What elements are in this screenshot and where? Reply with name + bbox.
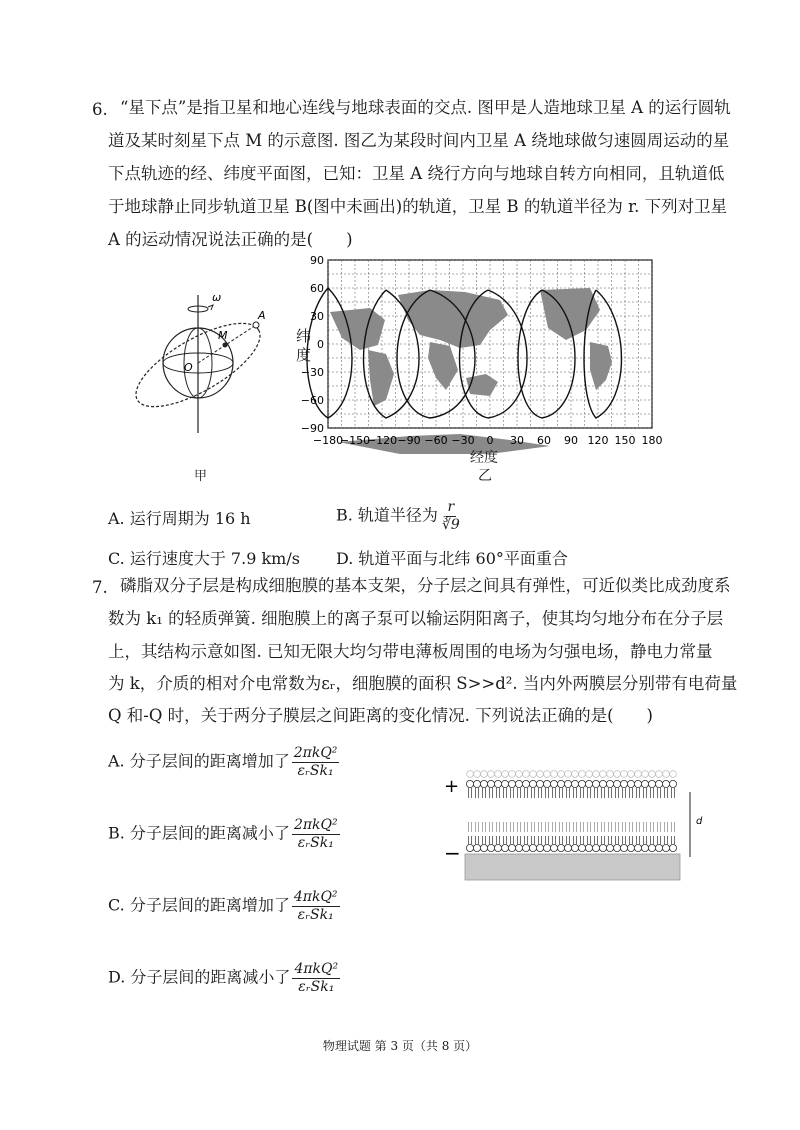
lipid-head xyxy=(627,780,634,787)
lipid-head xyxy=(557,844,564,851)
x-tick-label: 60 xyxy=(537,434,551,447)
lipid-tail xyxy=(483,822,486,832)
lipid-head xyxy=(494,780,501,787)
lipid-tail xyxy=(525,836,528,844)
lipid-tail xyxy=(574,836,577,844)
fig-yi-ylabel-1: 纬 xyxy=(296,327,312,345)
fig-jia-caption: 甲 xyxy=(194,469,208,484)
q7-option-c[interactable] xyxy=(108,890,340,922)
q6-option-c[interactable]: C. 运行速度大于 7.9 km/s xyxy=(108,549,300,568)
lipid-head xyxy=(501,844,508,851)
lipid-head xyxy=(508,780,515,787)
q7-option-c-label: C. 分子层间的距离增加了 xyxy=(108,895,290,915)
lipid-head xyxy=(565,771,572,778)
lipid-head xyxy=(599,844,606,851)
lipid-tail xyxy=(658,788,661,798)
lipid-head xyxy=(557,780,564,787)
lipid-head xyxy=(649,771,656,778)
membrane-figure xyxy=(440,762,703,887)
lipid-tail xyxy=(497,836,500,844)
lipid-tail xyxy=(588,836,591,844)
x-tick-label: 120 xyxy=(587,434,609,447)
lipid-tail xyxy=(623,822,626,832)
lipid-head xyxy=(648,844,655,851)
lipid-head xyxy=(495,771,502,778)
lipid-head xyxy=(516,771,523,778)
lipid-tail xyxy=(560,822,563,832)
lipid-head xyxy=(607,771,614,778)
y-tick-label: 60 xyxy=(310,282,324,295)
lipid-head xyxy=(621,771,628,778)
lipid-tail xyxy=(672,822,675,832)
lipid-head xyxy=(627,844,634,851)
q7-option-b-label: B. 分子层间的距离减小了 xyxy=(108,823,290,843)
lipid-head xyxy=(670,771,677,778)
lipid-tail xyxy=(651,788,654,798)
lipid-head xyxy=(579,771,586,778)
lipid-head xyxy=(599,780,606,787)
lipid-head xyxy=(571,780,578,787)
y-tick-label: −30 xyxy=(300,366,324,379)
q7-option-d-frac: $\frac{\text{4πkQ²}}{\text{εᵣSk₁}}$ xyxy=(294,961,339,995)
q7-line-1: 磷脂双分子层是构成细胞膜的基本支架，分子层之间具有弹性，可近似类比成劲度系 xyxy=(120,576,731,595)
lipid-head xyxy=(614,771,621,778)
q7-option-a-label: A. 分子层间的距离增加了 xyxy=(108,751,290,771)
q7-option-b[interactable] xyxy=(108,818,340,850)
lipid-tail xyxy=(504,822,507,832)
lipid-tail xyxy=(630,836,633,844)
fig-yi-xlabel: 经度 xyxy=(470,450,498,466)
lipid-tail xyxy=(637,822,640,832)
lipid-head xyxy=(634,844,641,851)
lipid-tail xyxy=(581,788,584,798)
lipid-tail xyxy=(539,836,542,844)
q7-option-a-frac: $\frac{\text{2πkQ²}}{\text{εᵣSk₁}}$ xyxy=(293,745,338,779)
label-O: O xyxy=(184,361,193,374)
lipid-tail xyxy=(623,788,626,798)
lipid-tail xyxy=(469,822,472,832)
lipid-tail xyxy=(595,788,598,798)
lipid-head xyxy=(571,844,578,851)
lipid-head xyxy=(635,771,642,778)
label-M: M xyxy=(218,329,228,342)
lipid-tail xyxy=(546,822,549,832)
lipid-head xyxy=(551,771,558,778)
lipid-head xyxy=(466,844,473,851)
lipid-tail xyxy=(539,788,542,798)
lipid-tail xyxy=(567,836,570,844)
plus-sign: + xyxy=(444,776,460,797)
lipid-head xyxy=(669,844,676,851)
lipid-head xyxy=(543,844,550,851)
lipid-head xyxy=(501,780,508,787)
lipid-tail xyxy=(539,822,542,832)
lipid-tail xyxy=(588,822,591,832)
lipid-tail xyxy=(581,836,584,844)
q7-option-d[interactable] xyxy=(108,962,340,994)
lipid-tail xyxy=(553,788,556,798)
lipid-head xyxy=(585,780,592,787)
lipid-tail xyxy=(497,788,500,798)
lipid-tail xyxy=(532,788,535,798)
lipid-tail xyxy=(532,822,535,832)
lipid-tail xyxy=(560,836,563,844)
q6-option-b-label: B. 轨道半径为 xyxy=(336,505,438,525)
q7-number: 7. xyxy=(92,578,108,597)
fig-yi-ylabel-2: 度 xyxy=(296,346,312,364)
q6-line-4: 于地球静止同步轨道卫星 B(图中未画出)的轨道，卫星 B 的轨道半径为 r. 下列对卫星 xyxy=(108,197,728,216)
lipid-head xyxy=(473,844,480,851)
lipid-head xyxy=(523,771,530,778)
lipid-tail xyxy=(658,822,661,832)
lipid-head xyxy=(480,780,487,787)
lipid-tail xyxy=(602,788,605,798)
omega-label: ω xyxy=(212,291,222,304)
q7-line-5: Q 和-Q 时，关于两分子膜层之间距离的变化情况. 下列说法正确的是( ) xyxy=(108,706,653,725)
lipid-head xyxy=(669,780,676,787)
lipid-head xyxy=(613,780,620,787)
x-tick-label: −120 xyxy=(366,434,398,447)
q6-line-5: A 的运动情况说法正确的是( ) xyxy=(108,230,353,249)
y-tick-label: −90 xyxy=(300,422,324,435)
y-tick-label: 0 xyxy=(317,338,324,351)
lipid-tail xyxy=(504,788,507,798)
lipid-tail xyxy=(490,822,493,832)
lipid-tail xyxy=(504,836,507,844)
fig-yi-caption: 乙 xyxy=(478,468,492,484)
lipid-head xyxy=(572,771,579,778)
q7-option-c-frac: $\frac{\text{4πkQ²}}{\text{εᵣSk₁}}$ xyxy=(293,889,338,923)
lipid-tail xyxy=(651,822,654,832)
lipid-tail xyxy=(525,822,528,832)
lipid-tail xyxy=(665,822,668,832)
q7-line-3: 上，其结构示意如图. 已知无限大均匀带电薄板周围的电场为匀强电场，静电力常量 xyxy=(108,642,713,661)
lipid-tail xyxy=(665,836,668,844)
q6-line-1: “星下点”是指卫星和地心连线与地球表面的交点. 图甲是人造地球卫星 A 的运行圆轨 xyxy=(120,98,731,117)
lipid-tail xyxy=(658,836,661,844)
lipid-tail xyxy=(609,788,612,798)
lipid-tail xyxy=(518,822,521,832)
lipid-tail xyxy=(553,836,556,844)
lipid-tail xyxy=(511,822,514,832)
lipid-head xyxy=(620,780,627,787)
y-tick-label: 90 xyxy=(310,254,324,267)
lipid-head xyxy=(578,844,585,851)
lipid-tail xyxy=(546,836,549,844)
x-tick-label: 150 xyxy=(614,434,636,447)
lipid-tail xyxy=(567,788,570,798)
lipid-head xyxy=(656,771,663,778)
x-tick-label: −90 xyxy=(397,434,421,447)
q7-option-d-label: D. 分子层间的距离减小了 xyxy=(108,967,291,987)
page-footer: 物理试题 第 3 页（共 8 页） xyxy=(322,1039,478,1053)
lipid-tail xyxy=(616,836,619,844)
lipid-tail xyxy=(595,836,598,844)
x-tick-label: 0 xyxy=(486,434,494,447)
lipid-tail xyxy=(546,788,549,798)
lipid-tail xyxy=(525,788,528,798)
lipid-head xyxy=(578,780,585,787)
lipid-tail xyxy=(469,788,472,798)
lipid-head xyxy=(530,771,537,778)
lipid-head xyxy=(558,771,565,778)
lipid-tail xyxy=(588,788,591,798)
lipid-tail xyxy=(469,836,472,844)
lipid-tail xyxy=(665,788,668,798)
lipid-tail xyxy=(637,788,640,798)
lipid-tail xyxy=(616,822,619,832)
lipid-head xyxy=(522,780,529,787)
lipid-head xyxy=(564,844,571,851)
lipid-tail xyxy=(602,836,605,844)
lipid-head xyxy=(648,780,655,787)
lipid-tail xyxy=(616,788,619,798)
lipid-tail xyxy=(518,836,521,844)
lipid-tail xyxy=(630,788,633,798)
lipid-head xyxy=(487,844,494,851)
lipid-head xyxy=(529,844,536,851)
x-tick-label: 90 xyxy=(564,434,578,447)
fig-yi-map xyxy=(290,250,670,475)
lipid-head xyxy=(641,780,648,787)
lipid-tail xyxy=(574,788,577,798)
lipid-head xyxy=(550,780,557,787)
label-A: A xyxy=(258,309,266,322)
lipid-head xyxy=(467,771,474,778)
lipid-tail xyxy=(644,788,647,798)
lipid-head xyxy=(543,780,550,787)
q6-option-a[interactable]: A. 运行周期为 16 h xyxy=(108,509,251,528)
lipid-head xyxy=(544,771,551,778)
lipid-head xyxy=(592,780,599,787)
lipid-head xyxy=(586,771,593,778)
lipid-head xyxy=(515,780,522,787)
lipid-head xyxy=(564,780,571,787)
lipid-head xyxy=(663,771,670,778)
lipid-head xyxy=(628,771,635,778)
lipid-tail xyxy=(581,822,584,832)
lipid-tail xyxy=(490,788,493,798)
lipid-head xyxy=(606,844,613,851)
lipid-head xyxy=(662,780,669,787)
d-label: d xyxy=(696,816,703,827)
lipid-head xyxy=(550,844,557,851)
q6-number: 6. xyxy=(92,100,108,119)
lipid-tail xyxy=(567,822,570,832)
lipid-tail xyxy=(574,822,577,832)
lipid-tail xyxy=(637,836,640,844)
lipid-tail xyxy=(511,836,514,844)
x-tick-label: 180 xyxy=(641,434,663,447)
q6-option-b[interactable] xyxy=(336,500,462,532)
lipid-tail xyxy=(511,788,514,798)
lipid-head xyxy=(529,780,536,787)
lipid-head xyxy=(488,771,495,778)
lipid-head xyxy=(641,844,648,851)
lipid-head xyxy=(634,780,641,787)
lipid-head xyxy=(536,844,543,851)
lipid-head xyxy=(481,771,488,778)
x-tick-label: −180 xyxy=(312,434,344,447)
lipid-head xyxy=(466,780,473,787)
lipid-tail xyxy=(476,836,479,844)
lipid-head xyxy=(536,780,543,787)
lipid-head xyxy=(537,771,544,778)
lipid-tail xyxy=(651,836,654,844)
y-tick-label: 30 xyxy=(310,310,324,323)
lipid-tail xyxy=(483,788,486,798)
lipid-tail xyxy=(532,836,535,844)
lipid-tail xyxy=(476,788,479,798)
lipid-head xyxy=(480,844,487,851)
q6-option-d[interactable]: D. 轨道平面与北纬 60°平面重合 xyxy=(336,549,568,568)
lipid-head xyxy=(655,780,662,787)
lipid-tail xyxy=(602,822,605,832)
lipid-head xyxy=(613,844,620,851)
q6-option-b-frac: $\frac{r}{∛9}$ xyxy=(441,499,460,533)
lipid-head xyxy=(600,771,607,778)
lipid-tail xyxy=(623,836,626,844)
lipid-head xyxy=(515,844,522,851)
minus-sign: − xyxy=(444,841,461,865)
lipid-tail xyxy=(630,822,633,832)
lipid-head xyxy=(474,771,481,778)
lipid-head xyxy=(508,844,515,851)
y-tick-label: −60 xyxy=(300,394,324,407)
lipid-head xyxy=(662,844,669,851)
lipid-head xyxy=(655,844,662,851)
lipid-tail xyxy=(672,836,675,844)
lipid-tail xyxy=(609,822,612,832)
x-tick-label: −30 xyxy=(451,434,475,447)
lipid-head xyxy=(487,780,494,787)
lipid-tail xyxy=(553,822,556,832)
lipid-tail xyxy=(644,836,647,844)
x-tick-label: −60 xyxy=(424,434,448,447)
lipid-head xyxy=(473,780,480,787)
lipid-head xyxy=(522,844,529,851)
q6-line-2: 道及某时刻星下点 M 的示意图. 图乙为某段时间内卫星 A 绕地球做匀速圆周运动的星 xyxy=(108,131,730,150)
lipid-tail xyxy=(595,822,598,832)
lipid-tail xyxy=(644,822,647,832)
lipid-tail xyxy=(476,822,479,832)
lipid-tail xyxy=(609,836,612,844)
lipid-head xyxy=(606,780,613,787)
lipid-head xyxy=(593,771,600,778)
lipid-tail xyxy=(483,836,486,844)
lipid-tail xyxy=(560,788,563,798)
lipid-head xyxy=(620,844,627,851)
lipid-tail xyxy=(497,822,500,832)
fig-jia xyxy=(118,285,278,445)
q7-option-b-frac: $\frac{\text{2πkQ²}}{\text{εᵣSk₁}}$ xyxy=(293,817,338,851)
lipid-tail xyxy=(490,836,493,844)
lipid-tail xyxy=(672,788,675,798)
x-tick-label: −150 xyxy=(339,434,371,447)
q6-line-3: 下点轨迹的经、纬度平面图，已知：卫星 A 绕行方向与地球自转方向相同，且轨道低 xyxy=(108,164,725,183)
q7-option-a[interactable] xyxy=(108,746,339,778)
lipid-head xyxy=(592,844,599,851)
lipid-head xyxy=(642,771,649,778)
lipid-head xyxy=(509,771,516,778)
q7-line-2: 数为 k₁ 的轻质弹簧. 细胞膜上的离子泵可以输运阴阳离子，使其均匀地分布在分子层 xyxy=(108,609,724,628)
lipid-tail xyxy=(518,788,521,798)
q7-line-4: 为 k，介质的相对介电常数为εᵣ，细胞膜的面积 S>>d². 当内外两膜层分别带有电荷量 xyxy=(108,674,738,693)
lipid-head xyxy=(494,844,501,851)
lipid-head xyxy=(502,771,509,778)
lipid-head xyxy=(585,844,592,851)
x-tick-label: 30 xyxy=(510,434,524,447)
